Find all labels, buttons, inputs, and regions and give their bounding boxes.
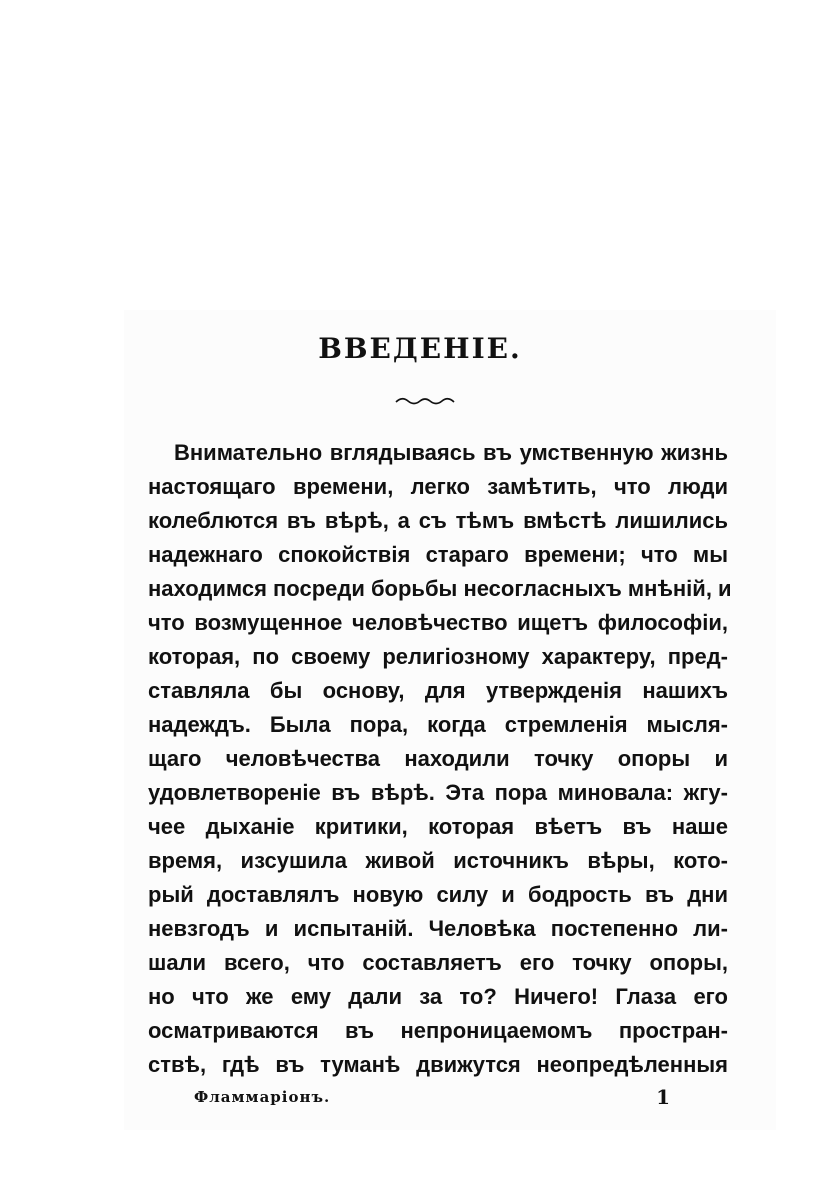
text-line: ставляла бы основу, для утвержденія нашихъ [148, 678, 728, 703]
text-line: чее дыханіе критики, которая вѣетъ въ наше [148, 814, 728, 839]
text-line: колеблются въ вѣрѣ, а съ тѣмъ вмѣстѣ лишились [148, 508, 728, 533]
ornament-divider [394, 392, 456, 408]
text-line: настоящаго времени, легко замѣтить, что люди [148, 474, 728, 499]
text-line: но что же ему дали за то? Ничего! Глаза его [148, 984, 728, 1009]
text-line: что возмущенное человѣчество ищетъ философіи, [148, 610, 728, 635]
text-line: которая, по своему религіозному характеру, пред- [148, 644, 728, 669]
text-line: Внимательно вглядываясь въ умственную жизнь [174, 440, 728, 465]
page-footer [150, 1085, 670, 1116]
body-paragraph [148, 436, 732, 1082]
running-footer-author: Фламмаріонъ. [194, 1088, 331, 1106]
text-line: надежнаго спокойствія стараго времени; что мы [148, 542, 728, 567]
text-line: ствѣ, гдѣ въ туманѣ движутся неопредѣленныя [148, 1052, 728, 1077]
text-line: время, изсушила живой источникъ вѣры, кото- [148, 848, 728, 873]
text-line: шали всего, что составляетъ его точку опоры, [148, 950, 728, 975]
text-line: невзгодъ и испытаній. Человѣка постепенно ли- [148, 916, 728, 941]
text-line: осматриваются въ непроницаемомъ простран- [148, 1018, 728, 1043]
text-line: удовлетвореніе въ вѣрѣ. Эта пора миновала: жгу- [148, 780, 728, 805]
text-line: рый доставлялъ новую силу и бодрость въ дни [148, 882, 728, 907]
text-line: надеждъ. Была пора, когда стремленія мысля- [148, 712, 728, 737]
page-number: 1 [656, 1085, 670, 1109]
chapter-heading: ВВЕДЕНІЕ. [318, 332, 522, 365]
text-line: щаго человѣчества находили точку опоры и [148, 746, 728, 771]
text-line: находимся посреди борьбы несогласныхъ мнѣній, и [148, 576, 732, 601]
